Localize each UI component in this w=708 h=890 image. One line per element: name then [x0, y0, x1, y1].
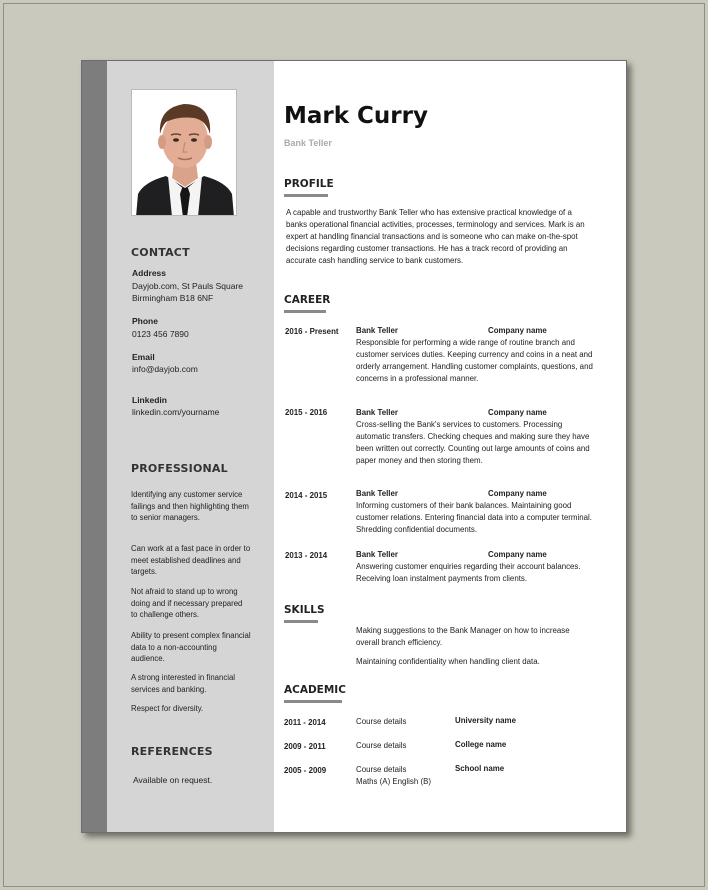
candidate-name: Mark Curry	[284, 103, 428, 129]
academic-grades: Maths (A) English (B)	[356, 777, 431, 786]
professional-heading: PROFESSIONAL	[131, 462, 228, 475]
profile-photo	[131, 89, 237, 216]
job-role: Bank Teller	[356, 489, 398, 498]
professional-item: Respect for diversity.	[131, 704, 204, 713]
job-description: Answering customer enquiries regarding their account balances. Receiving loan instalment payments from clients.	[356, 562, 581, 583]
job-company: Company name	[488, 550, 547, 559]
profile-text: A capable and trustworthy Bank Teller who has extensive practical knowledge of a banks operational financial activities, processes, terminology and services. Mark is an expert at handling financial transactions and is someone who can make on-the-spot decisions regarding customer transactions. He has a track record of providing an accurate cash handling service to bank customers.	[286, 208, 585, 265]
portrait-illustration	[132, 90, 237, 216]
academic-institution: School name	[455, 764, 505, 773]
email-value: info@dayjob.com	[132, 364, 198, 374]
job-dates: 2013 - 2014	[285, 551, 328, 560]
job-company: Company name	[488, 489, 547, 498]
skill-item: Maintaining confidentiality when handling client data.	[356, 657, 540, 666]
job-dates: 2016 - Present	[285, 327, 339, 336]
professional-item: Identifying any customer service failings and then highlighting them to senior managers.	[131, 490, 249, 522]
academic-dates: 2009 - 2011	[284, 742, 326, 751]
job-company: Company name	[488, 326, 547, 335]
academic-heading: ACADEMIC	[284, 684, 346, 696]
skill-item: Making suggestions to the Bank Manager on how to increase overall branch efficiency.	[356, 626, 570, 647]
professional-item: Not afraid to stand up to wrong doing and if necessary prepared to challenge others.	[131, 587, 243, 619]
left-accent-bar	[82, 61, 107, 832]
phone-label: Phone	[132, 316, 158, 326]
linkedin-value: linkedin.com/yourname	[132, 407, 220, 417]
email-label: Email	[132, 352, 155, 362]
academic-underline	[284, 700, 342, 703]
academic-course: Course details	[356, 765, 407, 774]
address-line-1: Dayjob.com, St Pauls Square	[132, 281, 244, 291]
job-company: Company name	[488, 408, 547, 417]
career-heading: CAREER	[284, 294, 331, 306]
references-text: Available on request.	[133, 775, 213, 785]
job-role: Bank Teller	[356, 408, 398, 417]
academic-dates: 2005 - 2009	[284, 766, 327, 775]
linkedin-label: Linkedin	[132, 395, 167, 405]
academic-dates: 2011 - 2014	[284, 718, 326, 727]
resume-page	[81, 60, 627, 833]
address-line-2: Birmingham B18 6NF	[132, 293, 214, 303]
job-dates: 2014 - 2015	[285, 491, 328, 500]
phone-value: 0123 456 7890	[132, 329, 189, 339]
profile-heading: PROFILE	[284, 178, 334, 190]
professional-item: Can work at a fast pace in order to meet established deadlines and targets.	[131, 544, 251, 576]
candidate-job-title: Bank Teller	[284, 138, 332, 148]
job-role: Bank Teller	[356, 550, 398, 559]
job-role: Bank Teller	[356, 326, 398, 335]
references-heading: REFERENCES	[131, 745, 213, 758]
job-dates: 2015 - 2016	[285, 408, 328, 417]
professional-item: Ability to present complex financial data to a non-accounting audience.	[131, 631, 251, 663]
academic-course: Course details	[356, 741, 407, 750]
academic-course: Course details	[356, 717, 407, 726]
professional-item: A strong interested in financial services and banking.	[131, 673, 236, 694]
profile-underline	[284, 194, 328, 197]
contact-heading: CONTACT	[131, 246, 190, 259]
job-description: Cross-selling the Bank's services to customers. Processing automatic transfers. Checking cheques and making sure they have been written out correctly. Counting out large amounts of coins and paper money and then storing them.	[356, 420, 590, 465]
job-description: Informing customers of their bank balances. Maintaining good customer relations. Entering financial data into a computer terminal. Shredding confidential documents.	[356, 501, 592, 534]
address-label: Address	[132, 268, 167, 278]
career-underline	[284, 310, 326, 313]
sidebar	[107, 61, 274, 832]
academic-institution: College name	[455, 740, 507, 749]
academic-institution: University name	[455, 716, 516, 725]
skills-underline	[284, 620, 318, 623]
job-description: Responsible for performing a wide range of routine branch and customer services duties. Keeping currency and coins in a neat and orderly arrangement. Handling customer complaints, questions, and concerns in a professional manner.	[356, 338, 593, 383]
skills-heading: SKILLS	[284, 604, 325, 616]
